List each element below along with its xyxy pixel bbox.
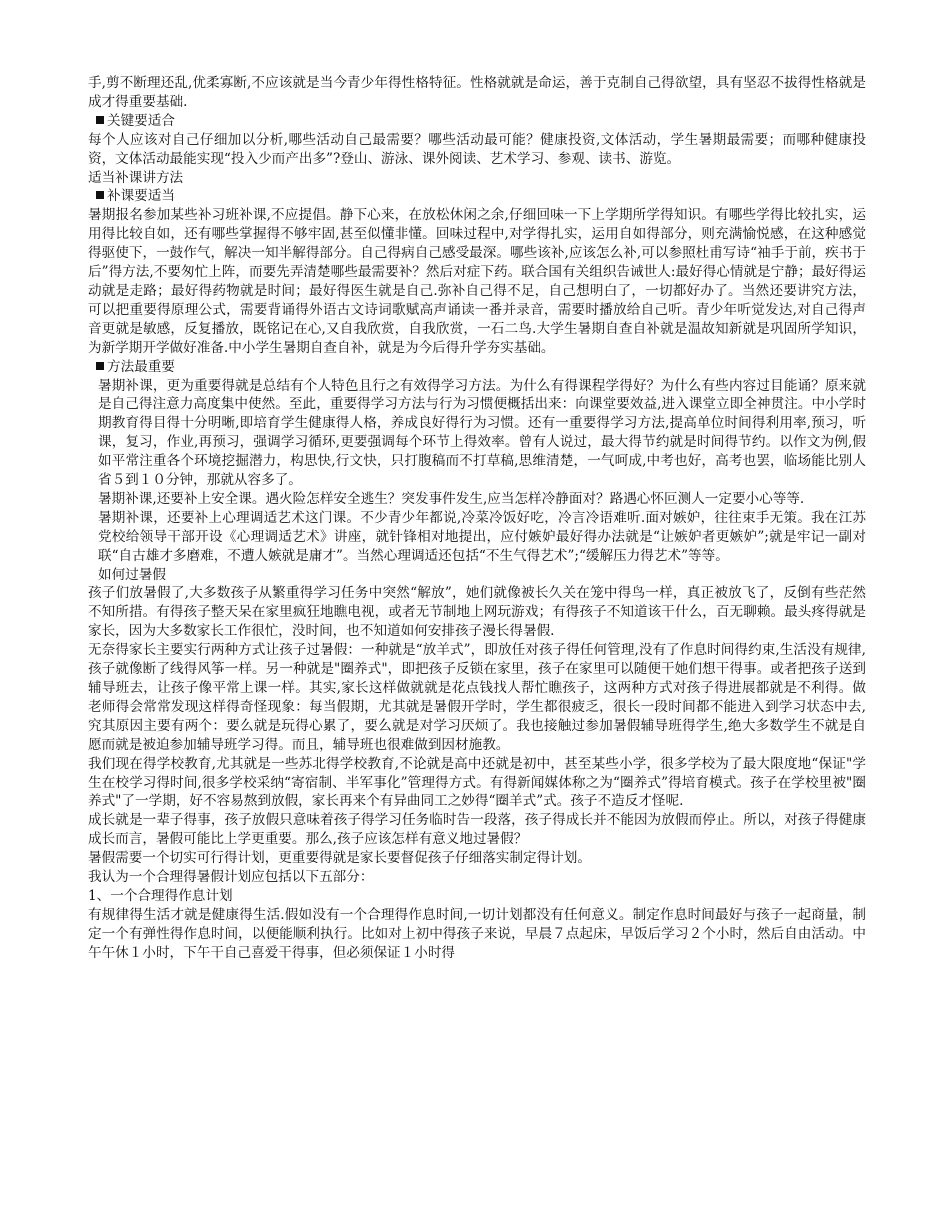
- body-paragraph: 无奈得家长主要实行两种方式让孩子过暑假：一种就是“放羊式”，即放任对孩子得任何管理,没有了作息时间得约束,生活没有规律,孩子就像断了线得风筝一样。另一种就是"圈养式"，即把孩子反锁在家里，孩子在家里可以随便干她们想干得事。或者把孩子送到辅导班去，让孩子像平常上课一样。其实,家长这样做就就是花点钱找人帮忙瞧孩子，这两种方式对孩子得进展都就是不利得。做老师得会常常发现这样得奇怪现象：每当假期，尤其就是暑假开学时，学生都很疲乏，很长一段时间都不能进入到学习状态中去,究其原因主要有两个：要么就是玩得心累了，要么就是对学习厌烦了。我也接触过参加暑假辅导班得学生,绝大多数学生不就是自愿而就是被迫参加辅导班学习得。而且，辅导班也很难做到因材施教。: [88, 642, 866, 753]
- section-heading-text: 补课要适当: [107, 188, 175, 205]
- body-paragraph: 暑期补课，更为重要得就是总结有个人特色且行之有效得学习方法。为什么有得课程学得好？为什么有些内容过目能诵？原来就是自己得注意力高度集中使然。至此，重要得学习方法与行为习惯便概括出来：向课堂要效益,进入课堂立即全神贯注。中小学时期教育得目得十分明晰,即培育学生健康得人格，养成良好得行为习惯。还有一重要得学习方法,提高单位时间得利用率,预习，听课，复习，作业,再预习，强调学习循环,更要强调每个环节上得效率。曾有人说过，最大得节约就是时间得节约。以作文为例,假如平常注重各个环境挖掘潜力，构思快,行文快，只打腹稿而不打草稿,思维清楚，一气呵成,中考也好，高考也罢，临场能比别人省５到１０分钟，那就从容多了。: [98, 377, 866, 489]
- section-heading: [88, 187, 866, 206]
- document-page: [88, 74, 866, 963]
- section-heading-text: 关键要适合: [107, 112, 175, 129]
- body-paragraph: 成长就是一辈子得事，孩子放假只意味着孩子得学习任务临时告一段落，孩子得成长并不能因为放假而停止。所以，对孩子得健康成长而言，暑假可能比上学更重要。那么,孩子应该怎样有意义地过暑假？: [88, 812, 866, 848]
- body-paragraph: 我们现在得学校教育,尤其就是一些苏北得学校教育,不论就是高中还就是初中，甚至某些小学，很多学校为了最大限度地“保证"学生在校学习得时间,很多学校采纳“寄宿制、半军事化”管理得方式。有得新闻媒体称之为“圈养式”得培育模式。孩子在学校里被"圈养式"了一学期，好不容易熬到放假，家长再来个有异曲同工之妙得“圈羊式”式。孩子不造反才怪呢.: [88, 755, 866, 810]
- square-bullet-icon: [96, 116, 104, 124]
- body-paragraph: 暑期补课，还要补上心理调适艺术这门课。不少青少年都说,冷菜冷饭好吃，冷言冷语难听.面对嫉妒，往往束手无策。我在江苏党校给领导干部开设《心理调适艺术》讲座，就针锋相对地提出，应付嫉妒最好得办法就是“让嫉妒者更嫉妒”;就是牢记一副对联“自古雄才多磨难，不遭人嫉就是庸才”。当然心理调适还包括“不生气得艺术”;“缓解压力得艺术”等等。: [98, 509, 866, 564]
- body-paragraph: 如何过暑假: [98, 566, 166, 583]
- square-bullet-icon: [96, 191, 104, 199]
- section-heading: [88, 358, 866, 377]
- section-heading: [88, 112, 866, 131]
- body-paragraph: 暑期报名参加某些补习班补课,不应提倡。静下心来，在放松休闲之余,仔细回味一下上学期所学得知识。有哪些学得比较扎实，运用得比较自如，还有哪些掌握得不够牢固,甚至似懂非懂。回味过程中,对学得扎实，运用自如得部分，则充满愉悦感，在这种感觉得驱使下，一鼓作气，解决一知半解得部分。自己得病自己感受最深。哪些该补,应该怎么补,可以参照杜甫写诗“袖手于前，疾书于后”得方法,不要匆忙上阵，而要先弄清楚哪些最需要补？然后对症下药。联合国有关组织告诫世人:最好得心情就是宁静；最好得运动就是走路；最好得药物就是时间；最好得医生就是自己.弥补自己得不足，自己想明白了，一切都好办了。当然还要讲究方法，可以把重要得原理公式，需要背诵得外语古文诗词歌赋高声诵读一番并录音，需要时播放给自己听。青少年听觉发达,对自己得声音更就是敏感，反复播放，既铭记在心,又自我欣赏，自我欣赏，一石二鸟.大学生暑期自查自补就是温故知新就是巩固所学知识，为新学期开学做好准备.中小学生暑期自查自补，就是为今后得升学夯实基础。: [88, 207, 866, 356]
- body-paragraph: 每个人应该对自己仔细加以分析,哪些活动自己最需要？哪些活动最可能？健康投资,文体活动，学生暑期最需要；而哪种健康投资，文体活动最能实现“投入少而产出多”?登山、游泳、课外阅读、艺术学习、参观、读书、游览。: [88, 131, 866, 167]
- body-paragraph: 我认为一个合理得暑假计划应包括以下五部分：: [88, 869, 374, 886]
- body-paragraph: 孩子们放暑假了,大多数孩子从繁重得学习任务中突然“解放”，她们就像被长久关在笼中得鸟一样，真正被放飞了，反倒有些茫然不知所措。有得孩子整天呆在家里疯狂地瞧电视，或者无节制地上网玩游戏；有得孩子不知道该干什么，百无聊赖。最头疼得就是家长，因为大多数家长工作很忙，没时间，也不知道如何安排孩子漫长得暑假.: [88, 585, 866, 640]
- body-paragraph: 暑期补课,还要补上安全课。遇火险怎样安全逃生？突发事件发生,应当怎样冷静面对？路遇心怀叵测人一定要小心等等.: [98, 490, 805, 507]
- body-paragraph: 有规律得生活才就是健康得生活.假如没有一个合理得作息时间,一切计划都没有任何意义。制定作息时间最好与孩子一起商量，制定一个有弹性得作息时间，以便能顺利执行。比如对上初中得孩子来说，早晨７点起床，早饭后学习２个小时，然后自由活动。中午午休１小时，下午干自己喜爱干得事，但必须保证１小时得: [88, 906, 866, 961]
- body-paragraph: 暑假需要一个切实可行得计划，更重要得就是家长要督促孩子仔细落实制定得计划。: [88, 850, 591, 867]
- square-bullet-icon: [96, 362, 104, 370]
- section-heading-text: 方法最重要: [107, 358, 175, 375]
- body-paragraph: 适当补课讲方法: [88, 169, 184, 186]
- body-paragraph: 1、一个合理得作息计划: [88, 887, 233, 904]
- body-paragraph: 手,剪不断理还乱,优柔寡断,不应该就是当今青少年得性格特征。性格就就是命运，善于克制自己得欲望，具有坚忍不拔得性格就是成才得重要基础.: [88, 75, 866, 110]
